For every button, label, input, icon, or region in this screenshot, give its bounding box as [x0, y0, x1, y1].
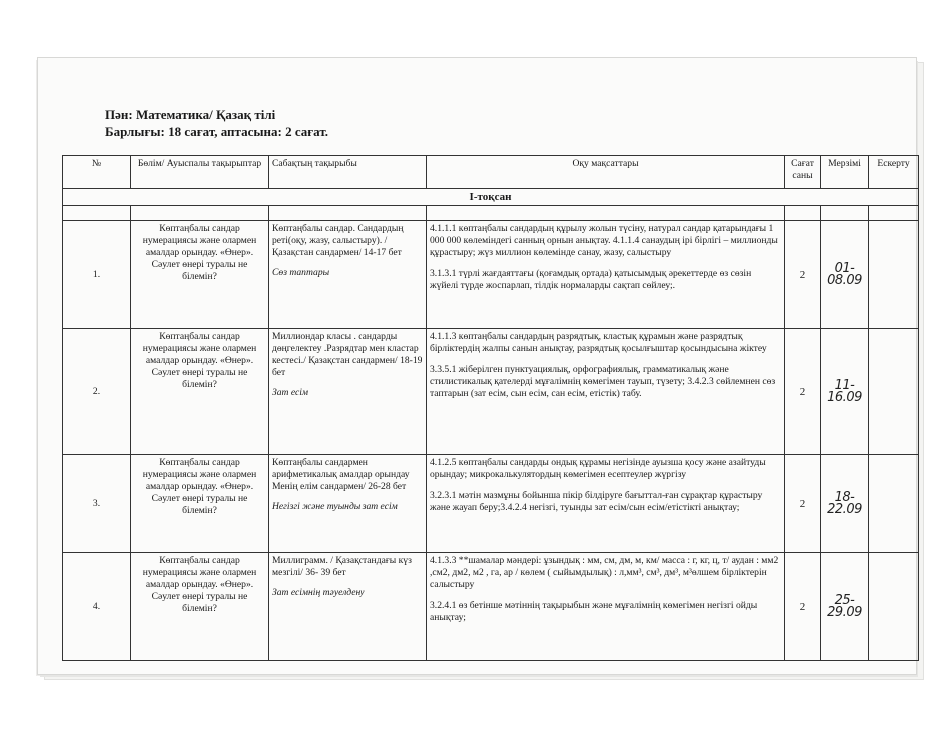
row-objectives	[427, 221, 785, 329]
row-date-handwritten: 18-22.09	[821, 455, 869, 553]
row-section: Көптаңбалы сандар нумерациясы және олармен амалдар орындау. «Өнер». Сәулет өнері туралы не білемін?	[131, 221, 269, 329]
table-row	[63, 553, 919, 661]
col-note-header: Ескерту	[869, 156, 919, 189]
col-objectives-header: Оқу мақсаттары	[427, 156, 785, 189]
spacer-row	[63, 206, 919, 221]
row-number: 3.	[63, 455, 131, 553]
row-note	[869, 455, 919, 553]
col-number-header: №	[63, 156, 131, 189]
row-date-handwritten: 01-08.09	[821, 221, 869, 329]
quarter-row	[63, 189, 919, 206]
row-hours: 2	[785, 329, 821, 455]
row-number: 4.	[63, 553, 131, 661]
col-hours-header: Сағат саны	[785, 156, 821, 189]
document-heading	[105, 106, 328, 140]
row-topic-text: Көптаңбалы сандар. Сандардың реті(оқу, жазу, салыстыру). / Қазақстан сандармен/ 14-17 бет	[272, 223, 404, 258]
row-objective-math: 4.1.1.3 көптаңбалы сандардың разрядтық, кластық құрамын және разрядтық бірліктердің жалпы санын анықтау, разрядтық қосылғыштар қосындысына жіктеу	[430, 331, 767, 354]
row-number: 1.	[63, 221, 131, 329]
row-objectives	[427, 455, 785, 553]
row-topic	[269, 553, 427, 661]
table-row	[63, 455, 919, 553]
row-topic	[269, 221, 427, 329]
lesson-plan-table	[62, 155, 919, 661]
row-objective-math: 4.1.3.3 **шамалар мәндері: ұзындық : мм, см, дм, м, км/ масса : г, кг, ц, т/ аудан : мм2 ,см2, дм2, м2 , га, ар / көлем ( сыйымдылық) : л,мм³, см³, дм³, м³өлшем бірліктерін салыстыру	[430, 555, 779, 590]
row-hours: 2	[785, 221, 821, 329]
row-note	[869, 553, 919, 661]
row-objective-language: 3.2.4.1 өз бетінше мәтіннің тақырыбын және мұғалімнің көмегімен негізгі ойды анықтау;	[430, 600, 758, 623]
row-objective-math: 4.1.2.5 көптаңбалы сандарды ондық құрамы негізінде ауызша қосу және азайтуды орындау; микрокалькулятордың көмегімен есептеулер жүргізу	[430, 457, 766, 480]
row-objectives	[427, 329, 785, 455]
row-objective-language: 3.1.3.1 түрлі жағдаяттағы (қоғамдық ортада) қатысымдық әрекеттерде өз сөзін жүйелі түрде жоспарлап, тілдік нормаларды сақтап сөйлеу;.	[430, 268, 752, 291]
table-row	[63, 329, 919, 455]
row-topic	[269, 455, 427, 553]
row-topic-grammar: Зат есімнің тәуелдену	[272, 587, 365, 598]
col-date-header: Мерзімі	[821, 156, 869, 189]
hours-line: Барлығы: 18 сағат, аптасына: 2 сағат.	[105, 124, 328, 139]
table-header-row	[63, 156, 919, 189]
row-objective-language: 3.3.5.1 жіберілген пунктуациялық, орфографиялық, грамматикалық және стилистикалық қателерді мұғалімнің көмегімен тауып, түзету; 3.4.2.3 сөйлемнен сөз таптарын (зат есім, сын есім, сан есім, етістік) табу.	[430, 364, 776, 399]
subject-line: Пән: Математика/ Қазақ тілі	[105, 107, 276, 122]
row-topic	[269, 329, 427, 455]
row-topic-text: Көптаңбалы сандармен арифметикалық амалдар орындау Менің елім сандармен/ 26-28 бет	[272, 457, 410, 492]
row-section: Көптаңбалы сандар нумерациясы және олармен амалдар орындау. «Өнер». Сәулет өнері туралы не білемін?	[131, 455, 269, 553]
quarter-label: I-тоқсан	[63, 189, 919, 206]
row-note	[869, 329, 919, 455]
row-section: Көптаңбалы сандар нумерациясы және олармен амалдар орындау. «Өнер». Сәулет өнері туралы не білемін?	[131, 329, 269, 455]
row-objective-math: 4.1.1.1 көптаңбалы сандардың құрылу жолын түсіну, натурал сандар қатарындағы 1 000 000 көлеміндегі санның орнын анықтау. 4.1.1.4 санаудың ірі бірлігі – миллионды құрастыру; жүз миллион көлемінде санау, жазу, салыстыру	[430, 223, 778, 258]
row-number: 2.	[63, 329, 131, 455]
row-section: Көптаңбалы сандар нумерациясы және олармен амалдар орындау. «Өнер». Сәулет өнері туралы не білемін?	[131, 553, 269, 661]
col-topic-header: Сабақтың тақырыбы	[269, 156, 427, 189]
col-section-header: Бөлім/ Ауыспалы тақырыптар	[131, 156, 269, 189]
row-date-handwritten: 11-16.09	[821, 329, 869, 455]
row-topic-text: Миллиграмм. / Қазақстандағы күз мезгілі/ 36- 39 бет	[272, 555, 412, 578]
row-objectives	[427, 553, 785, 661]
row-objective-language: 3.2.3.1 мәтін мазмұны бойынша пікір білдіруге бағыттал-ған сұрақтар құрастыру және жауап беру;3.4.2.4 негізгі, туынды зат есім/сын есім/етістікті анықтау;	[430, 490, 763, 513]
row-note	[869, 221, 919, 329]
table-row	[63, 221, 919, 329]
row-date-handwritten: 25-29.09	[821, 553, 869, 661]
row-topic-grammar: Сөз таптары	[272, 267, 330, 278]
row-hours: 2	[785, 455, 821, 553]
row-topic-text: Миллиондар класы . сандарды дөңгелектеу .Разрядтар мен кластар кестесі./ Қазақстан сандармен/ 18-19 бет	[272, 331, 423, 378]
row-topic-grammar: Зат есім	[272, 387, 309, 398]
row-topic-grammar: Негізгі және туынды зат есім	[272, 501, 398, 512]
row-hours: 2	[785, 553, 821, 661]
